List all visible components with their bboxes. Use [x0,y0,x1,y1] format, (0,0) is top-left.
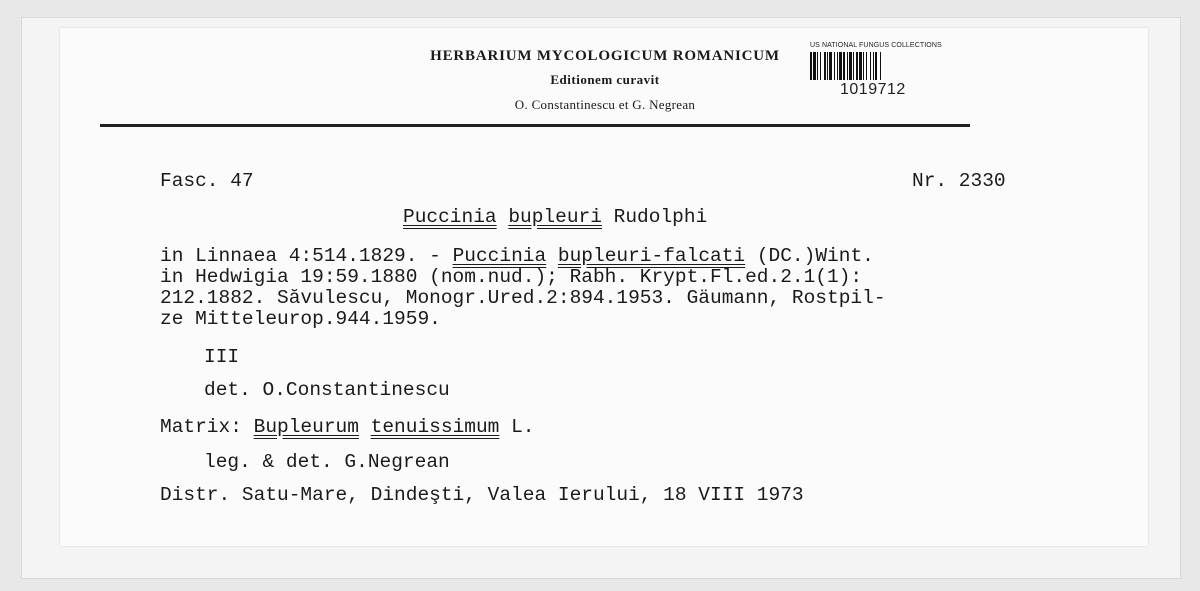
distribution-locality: Distr. Satu-Mare, Dindeşti, Valea Ierului, 18 VIII 1973 [160,484,804,506]
collector: leg. & det. G.Negrean [204,451,450,473]
citation-text: in Linnaea 4:514.1829. - [160,245,453,267]
barcode-block [810,42,950,99]
synonym-epithet: bupleuri-falcati [557,245,746,267]
citation-line-1 [160,245,874,267]
spore-stage: III [204,346,240,368]
matrix-line [160,416,535,438]
citation-line-4: ze Mitteleurop.944.1959. [160,308,441,330]
determiner: det. O.Constantinescu [204,379,450,401]
citation-line-3: 212.1882. Săvulescu, Monogr.Ured.2:894.1953. Gäumann, Rostpil- [160,287,886,309]
header-divider [100,124,970,127]
citation-line-2: in Hedwigia 19:59.1880 (nom.nud.); Rabh. Krypt.Fl.ed.2.1(1): [160,266,863,288]
fascicle-number: Fasc. 47 [160,170,254,192]
herbarium-editors: O. Constantinescu et G. Negrean [514,97,696,112]
barcode-collection-name: US NATIONAL FUNGUS COLLECTIONS [810,42,942,49]
taxon-epithet: bupleuri [508,206,602,228]
host-epithet: tenuissimum [370,416,500,438]
synonym-genus: Puccinia [452,245,547,267]
host-genus: Bupleurum [253,416,359,438]
taxon-author: Rudolphi [613,206,708,228]
taxon-name [403,206,707,228]
barcode-icon [810,52,944,80]
herbarium-subtitle: Editionem curavit [550,72,660,87]
herbarium-title: HERBARIUM MYCOLOGICUM ROMANICUM [430,48,780,64]
taxon-genus: Puccinia [403,206,497,228]
matrix-label: Matrix: [160,416,254,438]
exsiccata-number: Nr. 2330 [912,170,1006,192]
host-author: L. [499,416,535,438]
synonym-author: (DC.)Wint. [745,245,874,267]
barcode-number: 1019712 [840,81,906,98]
